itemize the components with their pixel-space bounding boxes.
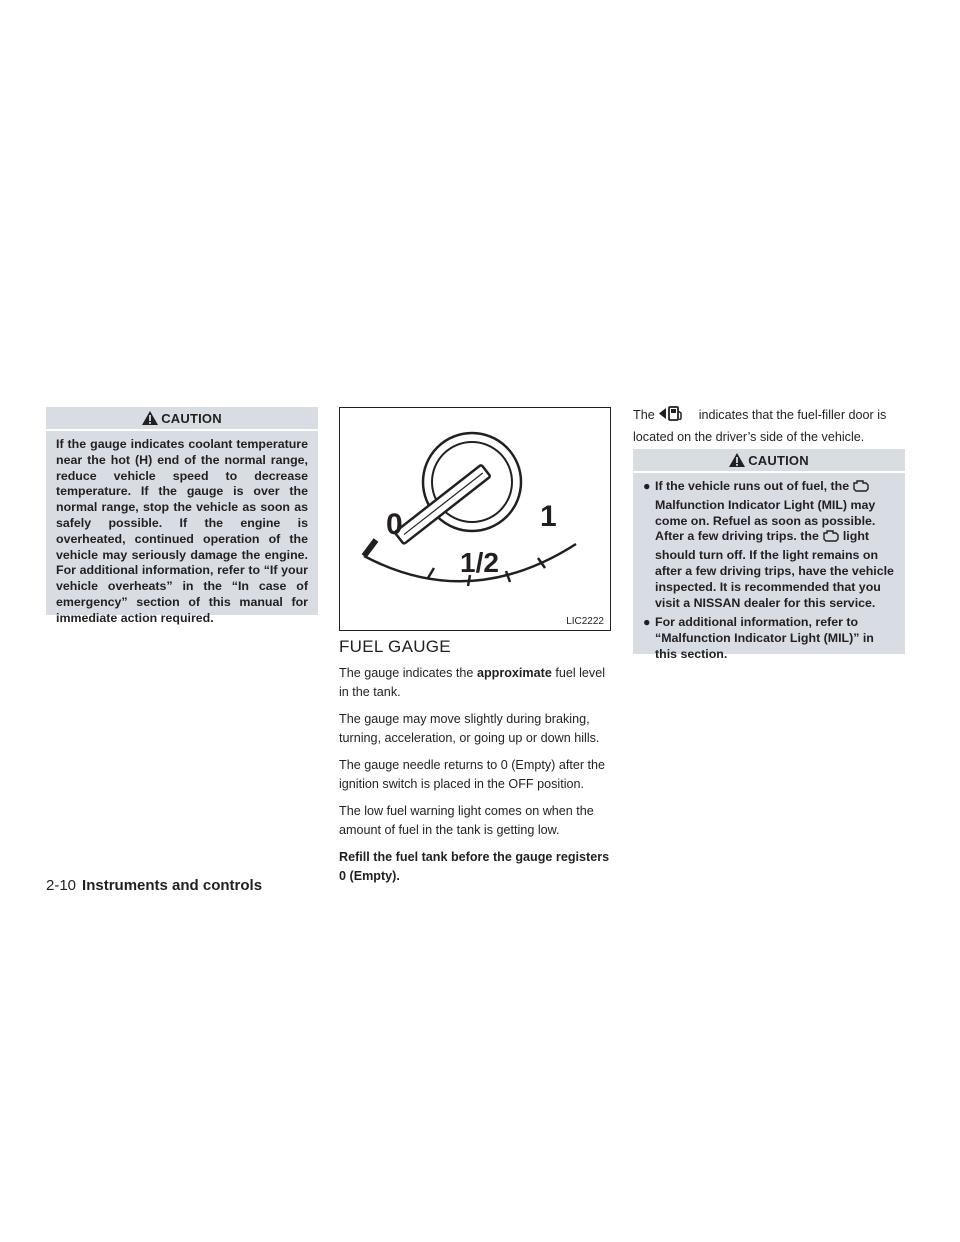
fuel-filler-text bbox=[633, 405, 905, 455]
engine-malfunction-icon bbox=[851, 479, 871, 498]
caution-header-mil bbox=[633, 449, 905, 473]
page-footer bbox=[46, 877, 262, 894]
paragraph-low-fuel: The low fuel warning light comes on when the amount of fuel in the tank is getting low. bbox=[339, 804, 594, 837]
list-item: ● For additional information, refer to “Malfunction Indicator Light (MIL)” in this section. bbox=[643, 615, 874, 661]
caution-text-mil bbox=[643, 479, 895, 663]
paragraph-fuel-filler: The indicates that the fuel-filler door is located on the driver’s side of the vehicle. bbox=[633, 405, 905, 447]
list-item: ● If the vehicle runs out of fuel, theMalfunction Indicator Light (MIL) may come on. Refuel as soon as possible. After a few driving trips. the light should turn off. If the light remains on after a few driving trips, have the vehicle inspected. It is recommended that you visit a NISSAN dealer for this service. bbox=[643, 479, 894, 610]
bullet-dot: ● bbox=[643, 615, 651, 630]
bullet-dot: ● bbox=[643, 479, 651, 493]
caution-title-mil: CAUTION bbox=[748, 452, 809, 468]
gauge-mark-half: 1/2 bbox=[460, 547, 499, 578]
gauge-mark-full: 1 bbox=[540, 500, 557, 533]
caution-box-coolant bbox=[46, 407, 318, 625]
caution-text: If the gauge indicates coolant temperature near the hot (H) end of the normal range, reduce vehicle speed to decrease temperature. If the gauge is over the normal range, stop the vehicle as soon as safely possible. If the engine is overheated, continued operation of the vehicle may seriously damage the engine. For additional information, refer to “If your vehicle overheats” in the “In case of emergency” section of this manual for immediate action required. bbox=[56, 437, 308, 625]
caution-title: CAUTION bbox=[161, 410, 222, 426]
warning-triangle-icon bbox=[729, 453, 745, 467]
section-heading-fuel-gauge: FUEL GAUGE bbox=[339, 637, 451, 656]
paragraph-needle-return: The gauge needle returns to 0 (Empty) after the ignition switch is placed in the OFF position. bbox=[339, 758, 606, 791]
engine-malfunction-icon bbox=[821, 529, 841, 548]
section-name: Instruments and controls bbox=[82, 877, 263, 894]
figure-label: LIC2222 bbox=[566, 616, 604, 627]
paragraph-approximate: The gauge indicates the approximate fuel level in the tank. bbox=[339, 666, 606, 699]
paragraph-movement: The gauge may move slightly during braking, turning, acceleration, or going up or down hills. bbox=[339, 712, 600, 745]
fuel-gauge-figure bbox=[339, 407, 611, 631]
fuel-gauge-illustration bbox=[340, 408, 610, 630]
paragraph-refill: Refill the fuel tank before the gauge registers 0 (Empty). bbox=[339, 850, 610, 883]
warning-triangle-icon bbox=[142, 411, 158, 425]
gauge-mark-empty: 0 bbox=[386, 508, 403, 541]
page-number: 2-10 bbox=[46, 877, 77, 894]
caution-box-mil bbox=[633, 449, 905, 661]
fuel-gauge-text bbox=[339, 664, 611, 894]
caution-header bbox=[46, 407, 318, 431]
fuel-filler-door-icon bbox=[657, 405, 697, 428]
